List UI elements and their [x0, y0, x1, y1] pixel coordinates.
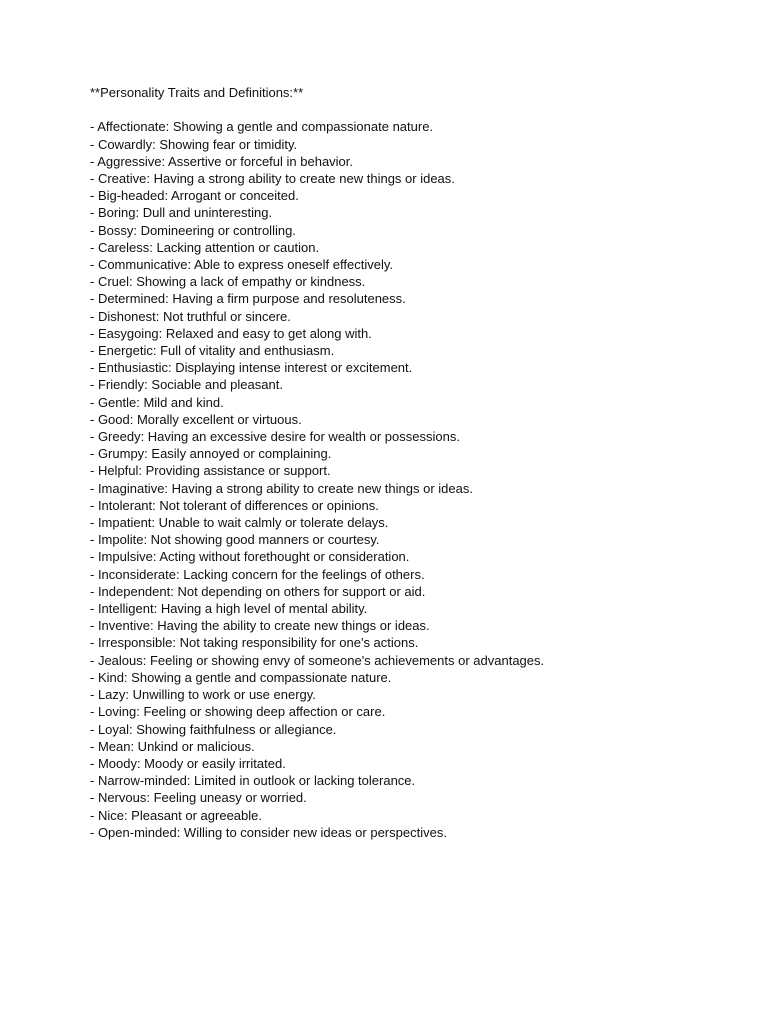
- trait-item: - Narrow-minded: Limited in outlook or lacking tolerance.: [90, 773, 416, 789]
- trait-item: - Irresponsible: Not taking responsibility for one's actions.: [90, 635, 419, 651]
- trait-item: - Nervous: Feeling uneasy or worried.: [90, 790, 307, 806]
- trait-item: - Impatient: Unable to wait calmly or tolerate delays.: [90, 515, 389, 531]
- trait-item: - Intelligent: Having a high level of mental ability.: [90, 601, 368, 617]
- trait-item: - Grumpy: Easily annoyed or complaining.: [90, 446, 332, 462]
- trait-item: - Inventive: Having the ability to create new things or ideas.: [90, 618, 430, 634]
- trait-item: - Inconsiderate: Lacking concern for the feelings of others.: [90, 566, 425, 582]
- trait-item: - Good: Morally excellent or virtuous.: [90, 411, 302, 427]
- trait-item: - Creative: Having a strong ability to create new things or ideas.: [90, 171, 455, 186]
- trait-item: - Easygoing: Relaxed and easy to get along with.: [90, 325, 372, 341]
- trait-item: - Imaginative: Having a strong ability to create new things or ideas.: [90, 480, 473, 496]
- trait-item: - Mean: Unkind or malicious.: [90, 738, 255, 754]
- trait-item: - Boring: Dull and uninteresting.: [90, 205, 273, 221]
- trait-item: - Aggressive: Assertive or forceful in behavior.: [90, 153, 354, 169]
- trait-item: - Open-minded: Willing to consider new ideas or perspectives.: [90, 824, 447, 840]
- trait-item: - Gentle: Mild and kind.: [90, 394, 224, 410]
- trait-item: - Nice: Pleasant or agreeable.: [90, 807, 262, 823]
- trait-item: - Loyal: Showing faithfulness or allegiance.: [90, 721, 337, 737]
- document-content: [90, 84, 730, 841]
- trait-item: - Independent: Not depending on others for support or aid.: [90, 583, 426, 599]
- trait-item: - Careless: Lacking attention or caution.: [90, 239, 320, 255]
- trait-item: - Energetic: Full of vitality and enthusiasm.: [90, 343, 335, 359]
- trait-item: - Greedy: Having an excessive desire for wealth or possessions.: [90, 429, 460, 445]
- trait-item: - Impulsive: Acting without forethought or consideration.: [90, 549, 410, 565]
- trait-item: - Communicative: Able to express oneself effectively.: [90, 257, 393, 273]
- trait-item: - Friendly: Sociable and pleasant.: [90, 377, 283, 393]
- trait-item: - Determined: Having a firm purpose and resoluteness.: [90, 291, 406, 307]
- trait-item: - Moody: Moody or easily irritated.: [90, 755, 286, 771]
- trait-list: [90, 118, 730, 841]
- trait-item: - Dishonest: Not truthful or sincere.: [90, 308, 291, 324]
- blank-line: [90, 101, 730, 118]
- trait-item: - Cruel: Showing a lack of empathy or kindness.: [90, 274, 366, 290]
- trait-item: - Affectionate: Showing a gentle and compassionate nature.: [90, 119, 434, 135]
- trait-item: - Lazy: Unwilling to work or use energy.: [90, 687, 316, 703]
- trait-item: - Kind: Showing a gentle and compassionate nature.: [90, 669, 392, 685]
- trait-item: - Impolite: Not showing good manners or courtesy.: [90, 532, 380, 548]
- trait-item: - Loving: Feeling or showing deep affection or care.: [90, 704, 386, 720]
- trait-item: - Big-headed: Arrogant or conceited.: [90, 188, 299, 204]
- trait-item: - Jealous: Feeling or showing envy of someone's achievements or advantages.: [90, 652, 545, 668]
- trait-item: - Helpful: Providing assistance or support.: [90, 463, 331, 479]
- document-title: **Personality Traits and Definitions:**: [90, 85, 304, 100]
- trait-item: - Cowardly: Showing fear or timidity.: [90, 136, 298, 152]
- trait-item: - Enthusiastic: Displaying intense interest or excitement.: [90, 360, 413, 376]
- trait-item: - Intolerant: Not tolerant of differences or opinions.: [90, 497, 379, 513]
- trait-item: - Bossy: Domineering or controlling.: [90, 222, 296, 238]
